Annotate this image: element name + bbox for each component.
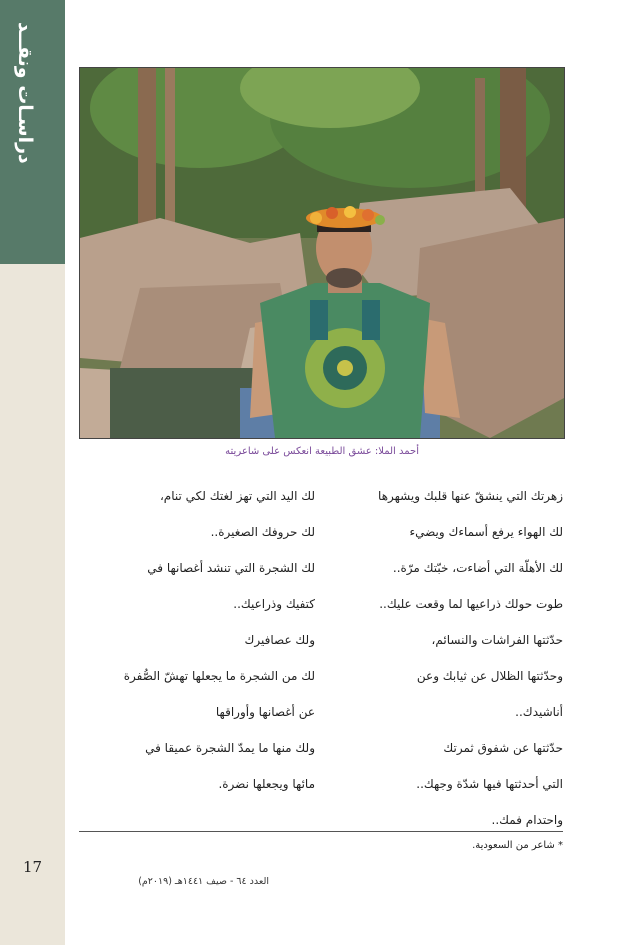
photo-caption: أحمد الملا: عشق الطبيعة انعكس على شاعريته bbox=[225, 446, 419, 457]
poem-line: كتفيك وذراعيك.. bbox=[233, 597, 315, 611]
poem-line: أناشيدك.. bbox=[515, 705, 563, 719]
poem-line: زهرتك التي ينشقّ عنها قلبك ويشهرها bbox=[378, 489, 563, 503]
poem-line: لك اليد التي تهز لغتك لكي تنام، bbox=[159, 489, 315, 503]
poem-right-column bbox=[333, 487, 563, 847]
poem-line: حدّثتها عن شفوق ثمرتك bbox=[443, 741, 563, 755]
footnote: * شاعر من السعودية. bbox=[472, 840, 563, 851]
poem-line: ولك عصافيرك bbox=[244, 633, 315, 647]
poem-line: طوت حولك ذراعيها لما وقعت عليك.. bbox=[379, 597, 563, 611]
poem-line: لك حروفك الصغيرة.. bbox=[210, 525, 315, 539]
sidebar-strip bbox=[0, 0, 65, 945]
poem-line: لك من الشجرة ما يجعلها تهشّ الصُّفرة bbox=[123, 669, 315, 683]
poem-line: عن أغصانها وأوراقها bbox=[215, 705, 315, 719]
poem-line: حدّثتها الفراشات والنسائم، bbox=[431, 633, 563, 647]
poem-line: التي أحدثتها فيها شدّة وجهك.. bbox=[416, 777, 563, 791]
footnote-divider bbox=[79, 831, 563, 832]
poem-line: مائها ويجعلها نضرة. bbox=[218, 777, 315, 791]
photo-portrait-icon bbox=[80, 68, 564, 438]
issue-info: العدد ٦٤ - صيف ١٤٤١هـ (٢٠١٩م) bbox=[138, 876, 269, 887]
poet-photo bbox=[79, 67, 565, 439]
page-number: 17 bbox=[22, 858, 43, 876]
poem-line: وحدّثتها الظلال عن ثيابك وعن bbox=[416, 669, 563, 683]
poem-line: واحتدام فمك.. bbox=[491, 813, 563, 827]
section-tab bbox=[0, 0, 65, 264]
poem-line: لك الأهلّة التي أضاءت، خبّتك مرّة.. bbox=[392, 561, 563, 575]
section-title: دراسـات ونقــد bbox=[14, 22, 36, 164]
poem-left-column bbox=[79, 487, 315, 811]
poem-line: لك الشجرة التي تنشد أغصانها في bbox=[147, 561, 315, 575]
poem-line: لك الهواء يرفع أسماءك ويضيء bbox=[409, 525, 563, 539]
poem-line: ولك منها ما يمدّ الشجرة عميقا في bbox=[145, 741, 315, 755]
